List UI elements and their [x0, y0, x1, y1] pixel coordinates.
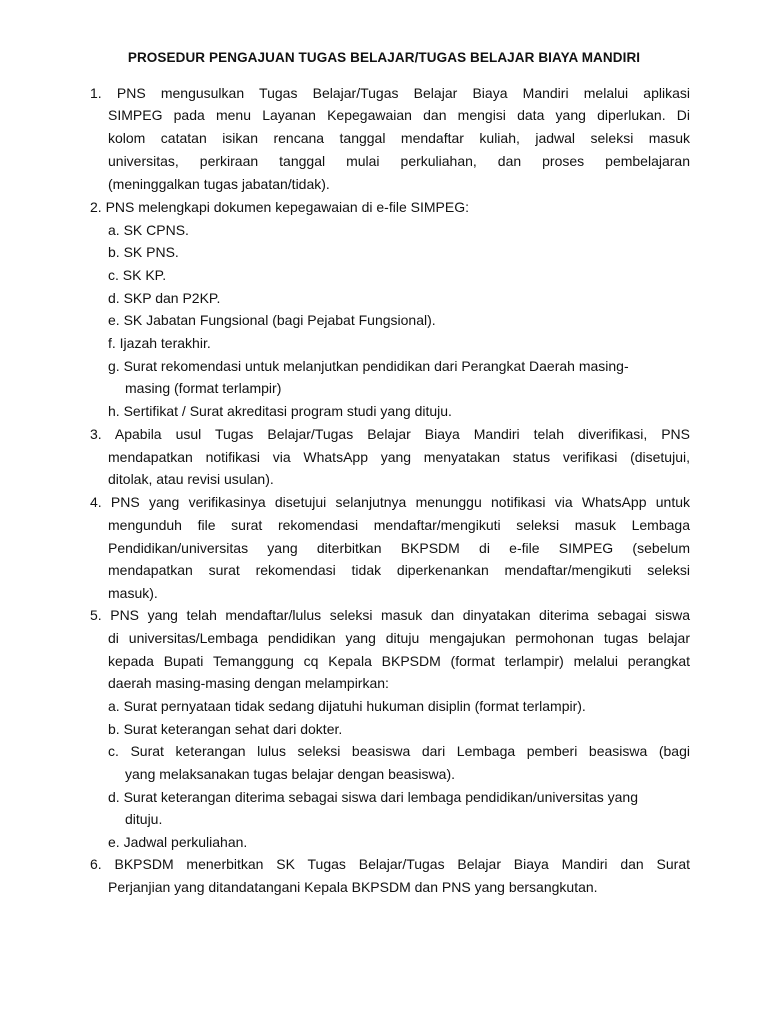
document-line: kolom catatan isikan rencana tanggal mendaftar kuliah, jadwal seleksi masuk [108, 130, 690, 146]
document-line: dituju. [125, 811, 163, 827]
document-line: 3. Apabila usul Tugas Belajar/Tugas Belajar Biaya Mandiri telah diverifikasi, PNS [90, 426, 690, 442]
document-line: c. Surat keterangan lulus seleksi beasiswa dari Lembaga pemberi beasiswa (bagi [108, 743, 690, 759]
document-line: mendapatkan notifikasi via WhatsApp yang menyatakan status verifikasi (disetujui, [108, 449, 690, 465]
document-line: mendapatkan surat rekomendasi tidak diperkenankan mendaftar/mengikuti seleksi [108, 562, 690, 578]
document-line: f. Ijazah terakhir. [108, 335, 211, 351]
document-line: b. SK PNS. [108, 244, 179, 260]
document-line: ditolak, atau revisi usulan). [108, 471, 274, 487]
document-line: 1. PNS mengusulkan Tugas Belajar/Tugas Belajar Biaya Mandiri melalui aplikasi [90, 85, 690, 101]
document-line: universitas, perkiraan tanggal mulai perkuliahan, dan proses pembelajaran [108, 153, 690, 169]
document-line: 5. PNS yang telah mendaftar/lulus seleksi masuk dan dinyatakan diterima sebagai siswa [90, 607, 690, 623]
document-line: mengunduh file surat rekomendasi mendaftar/mengikuti seleksi masuk Lembaga [108, 517, 690, 533]
document-line: SIMPEG pada menu Layanan Kepegawaian dan mengisi data yang diperlukan. Di [108, 107, 690, 123]
document-line: 2. PNS melengkapi dokumen kepegawaian di e-file SIMPEG: [90, 199, 469, 215]
document-line: 6. BKPSDM menerbitkan SK Tugas Belajar/Tugas Belajar Biaya Mandiri dan Surat [90, 856, 690, 872]
document-line: d. Surat keterangan diterima sebagai siswa dari lembaga pendidikan/universitas yang [108, 789, 638, 805]
document-line: c. SK KP. [108, 267, 167, 283]
document-line: Pendidikan/universitas yang diterbitkan BKPSDM di e-file SIMPEG (sebelum [108, 540, 690, 556]
document-line: b. Surat keterangan sehat dari dokter. [108, 721, 343, 737]
document-line: 4. PNS yang verifikasinya disetujui selanjutnya menunggu notifikasi via WhatsApp untuk [90, 494, 690, 510]
document-line: d. SKP dan P2KP. [108, 290, 221, 306]
document-line: g. Surat rekomendasi untuk melanjutkan pendidikan dari Perangkat Daerah masing- [108, 358, 629, 374]
document-line: a. SK CPNS. [108, 222, 189, 238]
document-line: masing (format terlampir) [125, 380, 282, 396]
document-line: daerah masing-masing dengan melampirkan: [108, 675, 389, 691]
document-line: a. Surat pernyataan tidak sedang dijatuhi hukuman disiplin (format terlampir). [108, 698, 586, 714]
document-line: e. Jadwal perkuliahan. [108, 834, 248, 850]
document-line: yang melaksanakan tugas belajar dengan beasiswa). [125, 766, 455, 782]
document-line: Perjanjian yang ditandatangani Kepala BKPSDM dan PNS yang bersangkutan. [108, 879, 598, 895]
document-line: masuk). [108, 585, 158, 601]
document-line: h. Sertifikat / Surat akreditasi program studi yang dituju. [108, 403, 452, 419]
document-line: di universitas/Lembaga pendidikan yang dituju mengajukan permohonan tugas belajar [108, 630, 690, 646]
document-line: e. SK Jabatan Fungsional (bagi Pejabat Fungsional). [108, 312, 436, 328]
document-line: kepada Bupati Temanggung cq Kepala BKPSDM (format terlampir) melalui perangkat [108, 653, 690, 669]
document-title: PROSEDUR PENGAJUAN TUGAS BELAJAR/TUGAS BELAJAR BIAYA MANDIRI [127, 50, 641, 65]
document-line: (meninggalkan tugas jabatan/tidak). [108, 176, 330, 192]
